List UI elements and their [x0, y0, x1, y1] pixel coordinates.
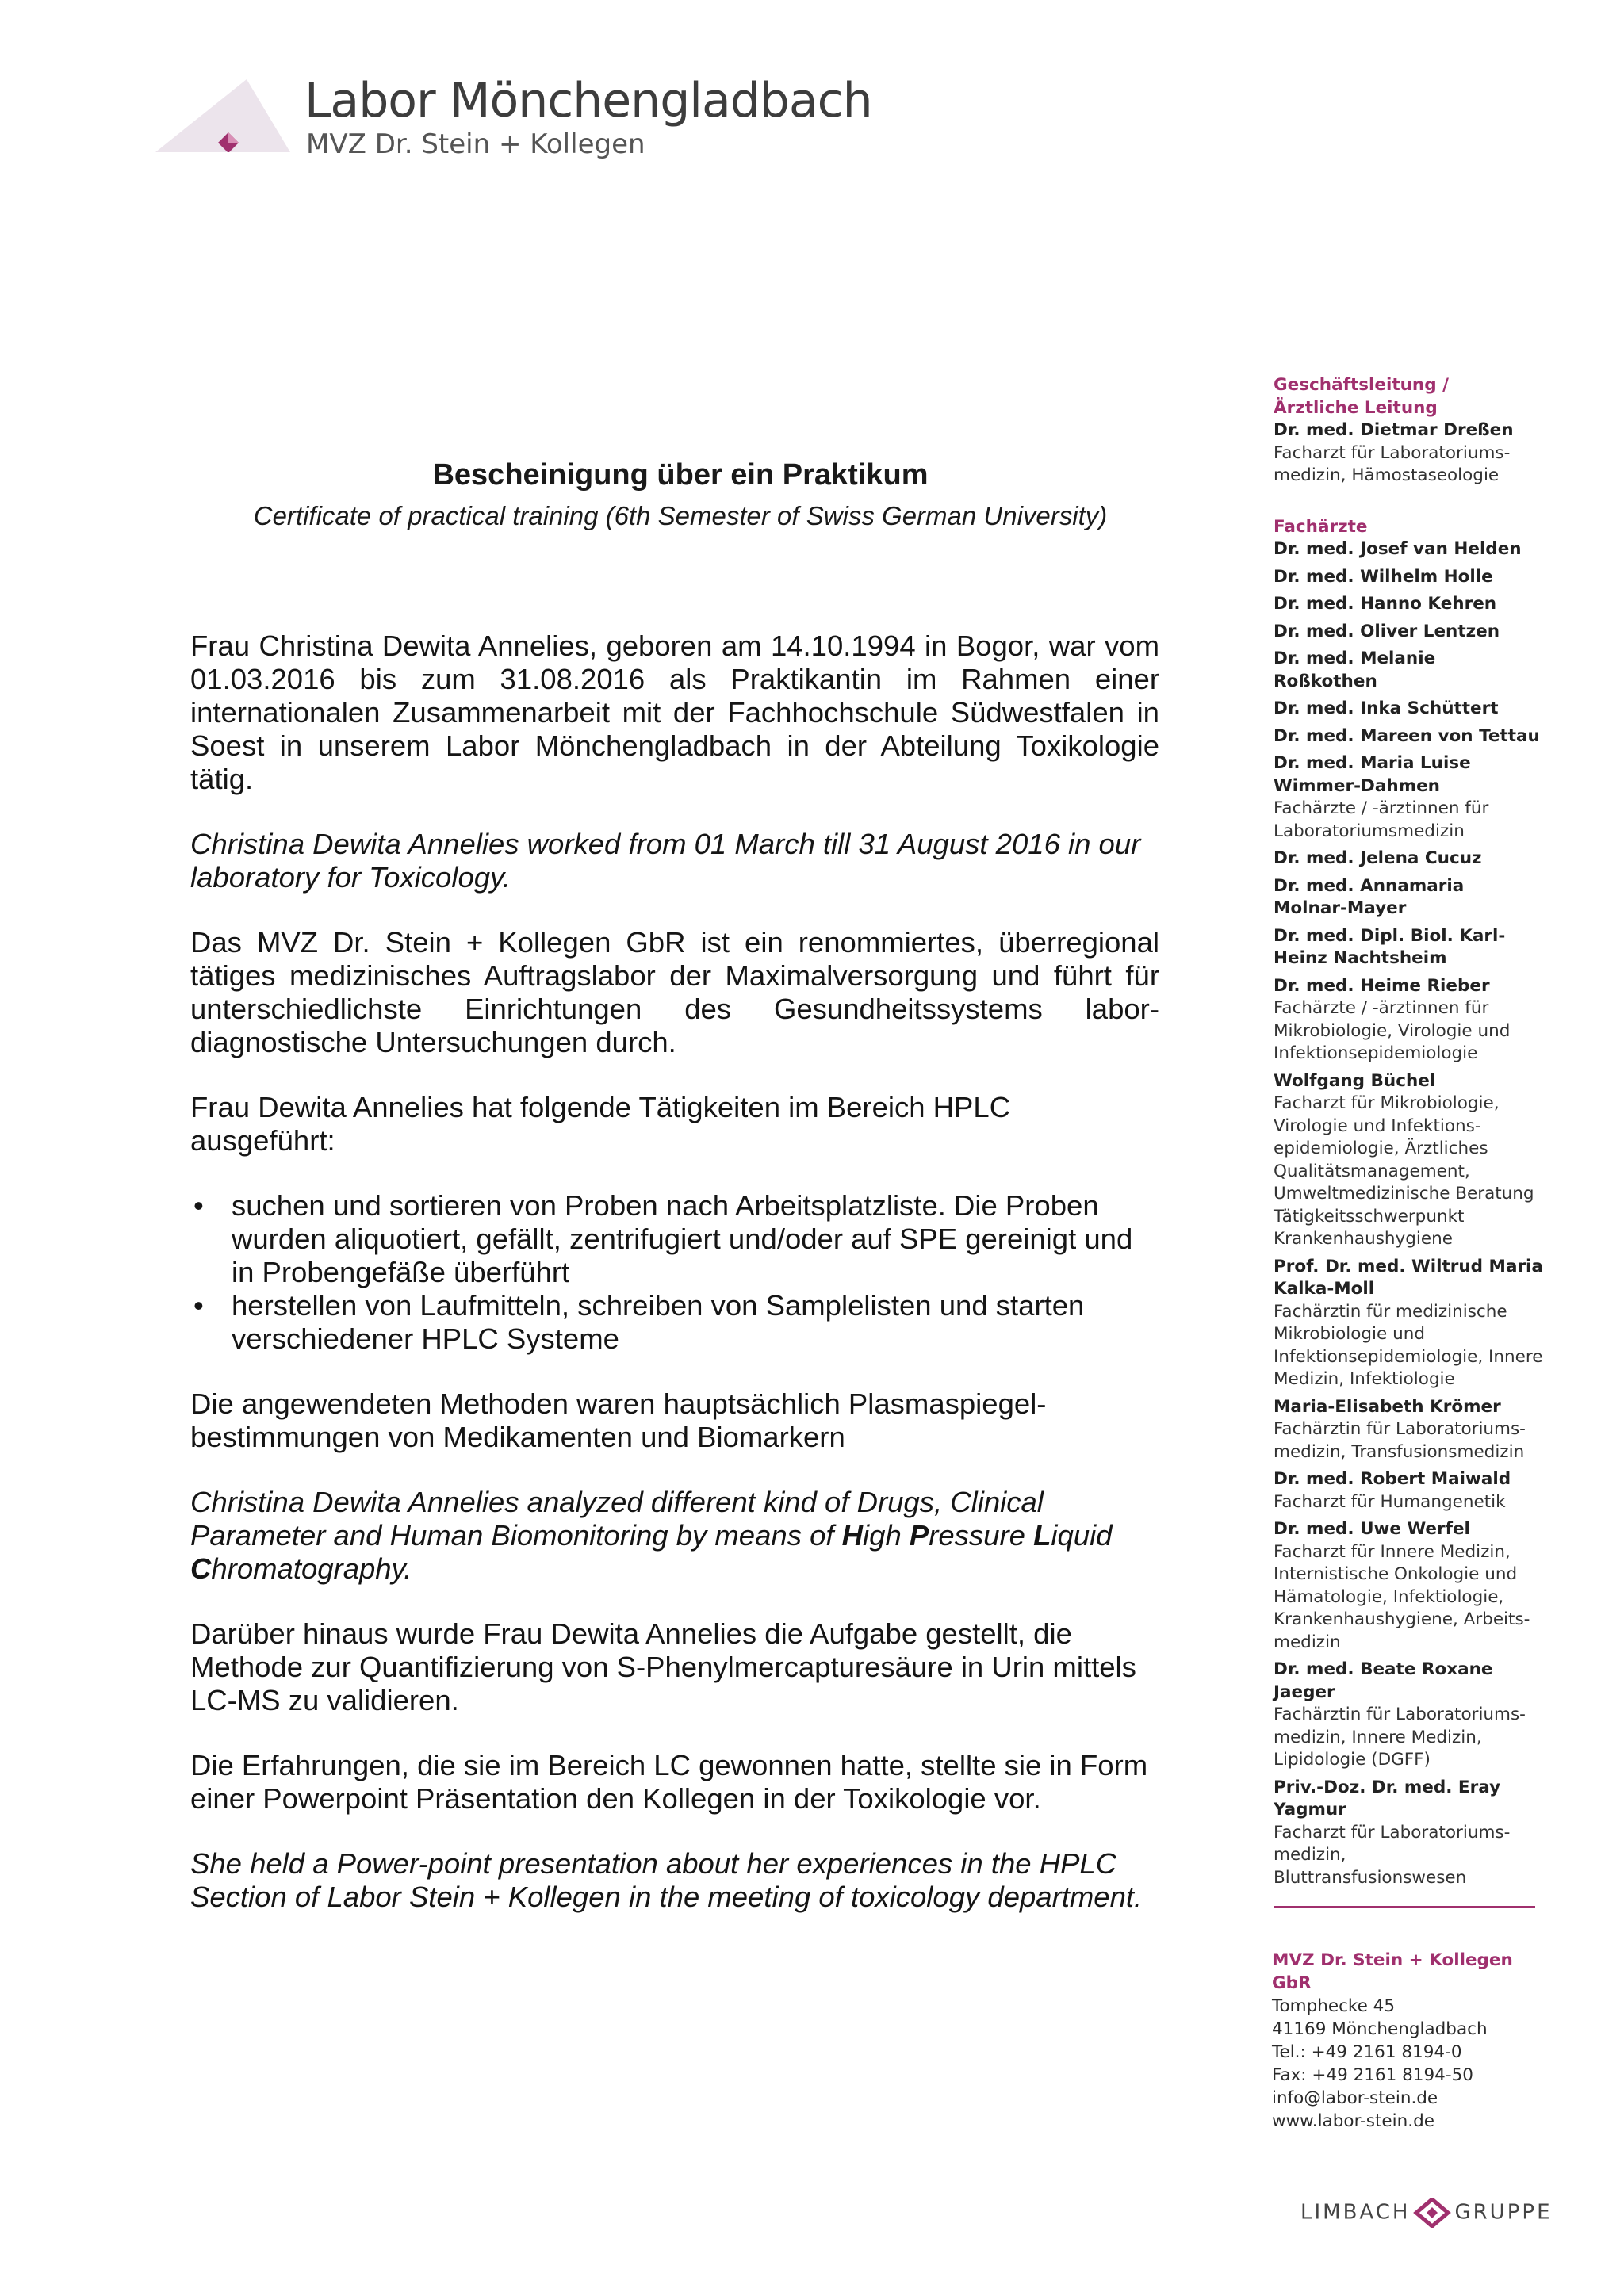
staff-name: Dr. med. Heime Rieber: [1274, 975, 1490, 996]
staff-name: Dr. med. Uwe Werfel: [1274, 1519, 1470, 1539]
contact-block: [1272, 1949, 1542, 2133]
staff-qualification: Facharzt für Innere Medizin, Internistische Onkologie und Hämatologie, Infektiologie, Krankenhaushygiene, Arbeits-medizin: [1274, 1541, 1530, 1652]
staff-name: Dr. med. Josef van Helden: [1274, 539, 1522, 559]
staff-qualification: Fachärztin für medizinische Mikrobiologie und Infektionsepidemiologie, Innere Medizin, Infektiologie: [1274, 1301, 1543, 1389]
staff-entry: [1274, 698, 1543, 721]
group-footer: [1300, 2198, 1553, 2228]
staff-entry: [1274, 752, 1543, 843]
staff-entry: [1274, 1518, 1543, 1654]
staff-qualification: Facharzt für Laboratoriums-medizin, Bluttransfusionswesen: [1274, 1822, 1511, 1888]
staff-entry: [1274, 925, 1543, 970]
staff-name: Wolfgang Büchel: [1274, 1070, 1436, 1091]
staff-name: Dr. med. Annamaria Molnar-Mayer: [1274, 875, 1465, 918]
staff-name: Dr. med. Melanie Roßkothen: [1274, 649, 1436, 691]
staff-entry: [1274, 1070, 1543, 1251]
document-subtitle: Certificate of practical training (6th Semester of Swiss German University): [253, 501, 1108, 530]
staff-entry: [1274, 875, 1543, 920]
staff-name: Dr. med. Wilhelm Holle: [1274, 566, 1493, 587]
footer-brand-right: GRUPPE: [1454, 2200, 1553, 2225]
acronym-letter: P: [909, 1519, 929, 1552]
acronym-letter: L: [1033, 1519, 1051, 1552]
street-address: Tomphecke 45: [1272, 1996, 1396, 2016]
staff-qualification: Facharzt für Humangenetik: [1274, 1491, 1506, 1512]
staff-entry: [1274, 1777, 1543, 1890]
city-address: 41169 Mönchengladbach: [1272, 2019, 1488, 2039]
staff-name: Dr. med. Inka Schüttert: [1274, 698, 1499, 718]
company-name: MVZ Dr. Stein + Kollegen GbR: [1272, 1950, 1513, 1993]
staff-name: Dr. med. Dipl. Biol. Karl-Heinz Nachtsheim: [1274, 925, 1506, 968]
activities-intro: Frau Dewita Annelies hat folgende Tätigkeiten im Bereich HPLC ausgeführt:: [190, 1091, 1011, 1157]
staff-name: Dr. med. Mareen von Tettau: [1274, 725, 1540, 746]
staff-entry: [1274, 648, 1543, 693]
staff-qualification: Fachärztin für Laboratoriums-medizin, Innere Medizin, Lipidologie (DGFF): [1274, 1705, 1526, 1770]
analyzed-lead: Christina Dewita Annelies analyzed different kind of Drugs, Clinical Parameter and Human Biomonitoring by means of: [190, 1486, 1044, 1552]
experience-paragraph: Die Erfahrungen, die sie im Bereich LC gewonnen hatte, stellte sie in Form einer Powerpoint Präsentation den Kollegen in der Toxikologie vor.: [190, 1749, 1148, 1815]
staff-entry: [1274, 725, 1543, 748]
staff-name: Dr. med. Beate Roxane Jaeger: [1274, 1659, 1493, 1702]
staff-name: Dr. med. Jelena Cucuz: [1274, 848, 1482, 868]
sidebar-divider: [1274, 1906, 1535, 1908]
specialists-list: [1274, 538, 1543, 1889]
staff-name: Dr. med. Robert Maiwald: [1274, 1469, 1511, 1489]
acronym-letter: C: [190, 1552, 212, 1585]
staff-qualification: Fachärztin für Laboratoriums-medizin, Transfusionsmedizin: [1274, 1419, 1526, 1462]
analyzed-word: hromatography.: [211, 1552, 412, 1585]
analyzed-word: iquid: [1051, 1519, 1113, 1552]
staff-entry: [1274, 1396, 1543, 1464]
email-address: info@labor-stein.de: [1272, 2088, 1438, 2108]
website: www.labor-stein.de: [1272, 2111, 1434, 2131]
staff-qualification: Facharzt für Laboratoriums-medizin, Hämostaseologie: [1274, 442, 1511, 485]
staff-entry: [1274, 848, 1543, 871]
staff-name: Maria-Elisabeth Krömer: [1274, 1396, 1501, 1417]
staff-entry: [1274, 1256, 1543, 1391]
activities-list: [190, 1189, 1159, 1356]
phone-number: Tel.: +49 2161 8194-0: [1272, 2042, 1462, 2062]
staff-entry: [1274, 621, 1543, 644]
staff-name: Priv.-Doz. Dr. med. Eray Yagmur: [1274, 1777, 1501, 1820]
staff-entry: [1274, 419, 1543, 488]
methods-paragraph: Die angewendeten Methoden waren hauptsächlich Plasmaspiegel-bestimmungen von Medikamenten und Biomarkern: [190, 1387, 1047, 1453]
lab-subtitle: MVZ Dr. Stein + Kollegen: [306, 128, 645, 160]
fax-number: Fax: +49 2161 8194-50: [1272, 2065, 1473, 2085]
management-heading-2: Ärztliche Leitung: [1274, 397, 1438, 418]
list-item: • suchen und sortieren von Proben nach Arbeitsplatzliste. Die Proben wurden aliquotiert, gefällt, zentrifugiert und/oder auf SPE gereinigt und in Probengefäße überführt: [190, 1189, 1159, 1289]
analyzed-word: ressure: [929, 1519, 1034, 1552]
analyzed-paragraph: [190, 1486, 1159, 1586]
staff-entry: [1274, 538, 1543, 561]
limbach-logo-icon: [1413, 2198, 1451, 2228]
staff-entry: [1274, 1468, 1543, 1513]
footer-brand-left: LIMBACH: [1300, 2200, 1411, 2225]
staff-name: Dr. med. Hanno Kehren: [1274, 594, 1497, 614]
staff-sidebar: [1274, 374, 1543, 1894]
staff-qualification: Facharzt für Mikrobiologie, Virologie und Infektions-epidemiologie, Ärztliches Qualitätsmanagement, Umweltmedizinische Beratung Tätigkeitsschwerpunkt Krankenhaushygiene: [1274, 1093, 1534, 1249]
lab-name: Labor Mönchengladbach: [304, 73, 872, 128]
staff-qualification: Fachärzte / -ärztinnen für Laboratoriumsmedizin: [1274, 798, 1489, 841]
staff-name: Dr. med. Maria Luise Wimmer-Dahmen: [1274, 753, 1471, 796]
staff-entry: [1274, 975, 1543, 1066]
management-list: [1274, 419, 1543, 488]
document-body: [190, 629, 1159, 1946]
staff-name: Prof. Dr. med. Wiltrud Maria Kalka-Moll: [1274, 1256, 1543, 1299]
list-item: • herstellen von Laufmitteln, schreiben von Samplelisten und starten verschiedener HPLC Systeme: [190, 1289, 1159, 1356]
staff-entry: [1274, 1659, 1543, 1772]
staff-entry: [1274, 566, 1543, 589]
english-period-paragraph: Christina Dewita Annelies worked from 01 March till 31 August 2016 in our laboratory for Toxicology.: [190, 828, 1141, 894]
lab-logo-icon: [155, 79, 290, 152]
specialists-heading: Fachärzte: [1274, 516, 1368, 537]
management-heading: Geschäftsleitung /: [1274, 375, 1449, 395]
acronym-letter: H: [841, 1519, 864, 1552]
staff-qualification: Fachärzte / -ärztinnen für Mikrobiologie, Virologie und Infektionsepidemiologie: [1274, 998, 1511, 1063]
staff-name: Dr. med. Oliver Lentzen: [1274, 621, 1500, 641]
staff-name: Dr. med. Dietmar Dreßen: [1274, 420, 1514, 440]
intro-paragraph: Frau Christina Dewita Annelies, geboren am 14.10.1994 in Bogor, war vom 01.03.2016 bis zum 31.08.2016 als Praktikantin im Rahmen einer internationalen Zusammenarbeit mit der Fachhochschule Südwestfalen in Soest in unserem Labor Mönchengladbach in der Abteilung Toxikologie tätig.: [190, 629, 1159, 795]
task-paragraph: Darüber hinaus wurde Frau Dewita Annelies die Aufgabe gestellt, die Methode zur Quantifizierung von S-Phenylmercapturesäure in Urin mittels LC-MS zu validieren.: [190, 1617, 1136, 1716]
presentation-paragraph: She held a Power-point presentation about her experiences in the HPLC Section of Labor Stein + Kollegen in the meeting of toxicology department.: [190, 1847, 1143, 1913]
staff-entry: [1274, 593, 1543, 616]
company-paragraph: Das MVZ Dr. Stein + Kollegen GbR ist ein renommiertes, überregional tätiges medizinisches Auftragslabor der Maximalversorgung und führt für unterschiedlichste Einrichtungen des Gesundheitssystems labor-diagnostische Untersuchungen durch.: [190, 926, 1159, 1058]
analyzed-word: igh: [863, 1519, 910, 1552]
document-title: Bescheinigung über ein Praktikum: [432, 458, 929, 492]
